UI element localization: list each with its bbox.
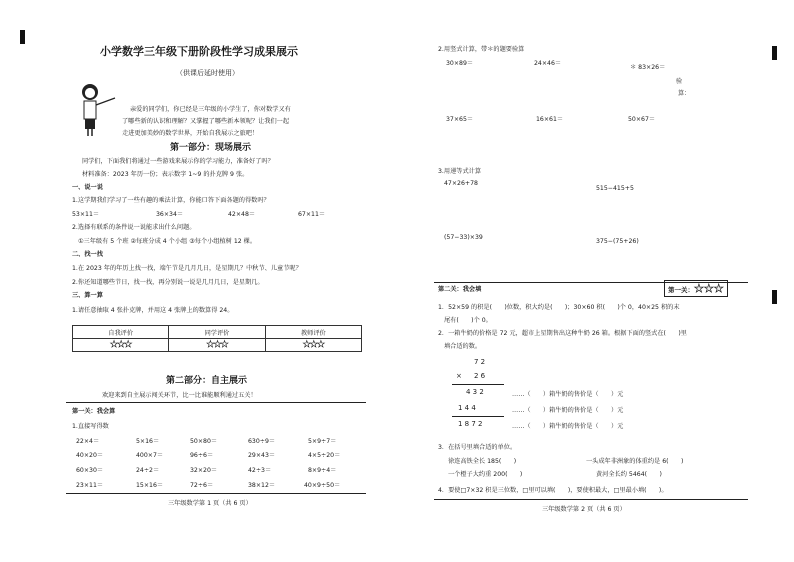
- vertical-calc-heading: 2.用竖式计算，带＊的题要验算: [438, 46, 525, 53]
- section-heading-calc: 三、算一算: [72, 292, 103, 299]
- vertical-item: 37×65＝: [446, 116, 474, 123]
- star-rating-teacher[interactable]: ★★★: [302, 340, 324, 350]
- page-footer: 三年级数学第 1 页（共 6 页）: [168, 500, 252, 507]
- oral-item: 5×9÷7＝: [308, 438, 337, 445]
- oral-item: 23×11＝: [76, 482, 104, 489]
- oral-item: 38×12＝: [248, 482, 276, 489]
- section-heading-say: 一、说一说: [72, 184, 103, 191]
- unit-item: 黄河全长约 5464( ): [596, 471, 662, 478]
- subtitle: （供课后延时使用）: [176, 69, 239, 77]
- oral-item: 96÷6＝: [190, 452, 214, 459]
- say-question-2: 2.选择有联系的条件说一说能求出什么问题。: [72, 224, 196, 231]
- eval-header-teacher: 教师评价: [265, 326, 361, 339]
- fill-question-2b: 填合适的数。: [444, 343, 482, 350]
- stepwise-item: 375−(75+26): [596, 238, 639, 245]
- unit-item: 徐连高铁全长 185( ): [448, 458, 517, 465]
- oral-item: 40×20＝: [76, 452, 104, 459]
- star-rating-self[interactable]: ★★★: [110, 340, 132, 350]
- fill-question-4: 4．要使□7×32 积是三位数，□里可以填( )，要使积最大，□里最小填( )。: [438, 487, 668, 494]
- oral-item: 400×7＝: [136, 452, 164, 459]
- oral-item: 630÷9＝: [248, 438, 276, 445]
- level-badge-label: 第一关：: [668, 286, 694, 294]
- page-footer: 三年级数学第 2 页（共 6 页）: [542, 506, 626, 513]
- fill-question-2a: 2．一箱牛奶的价格是 72 元，超市上星期售出这种牛奶 26 箱。根据下面的竖式在( )里: [438, 330, 687, 337]
- section-heading-find: 二、找一找: [72, 251, 103, 258]
- evaluation-table: [72, 325, 362, 352]
- fill-question-1b: 尾有( )个 0。: [444, 317, 492, 324]
- star-rating[interactable]: ★★★: [694, 282, 724, 295]
- mult-top: 7 2: [474, 358, 486, 366]
- page-left: [18, 18, 388, 528]
- level-badge: [664, 280, 728, 297]
- vertical-item: 50×67＝: [628, 116, 656, 123]
- intro-line-3: 走进更加美妙的数学世界，开始自我展示之旅吧！: [122, 130, 259, 137]
- say-question-1: 1.这学期我们学习了一些有趣的乘法计算，你能口答下面各题的得数吗？: [72, 197, 270, 204]
- eval-header-self: 自我评价: [73, 326, 169, 339]
- oral-item: 4×5÷20＝: [308, 452, 341, 459]
- oral-item: 22×4＝: [76, 438, 100, 445]
- mult-op: ×: [456, 372, 462, 380]
- say-item-1: 53×11＝: [72, 211, 100, 218]
- say-conditions: ①三年级有 5 个班 ②每班分成 4 个小组 ③每个小组植树 12 棵。: [78, 238, 257, 245]
- teacher-illustration: [70, 78, 118, 138]
- mult-multiplier: 2 6: [474, 372, 486, 380]
- oral-item: 8×9÷4＝: [308, 467, 337, 474]
- level1-question-1: 1.直接写得数: [72, 423, 109, 430]
- page-right: [402, 18, 782, 528]
- oral-item: 15×16＝: [136, 482, 164, 489]
- scan-mark: [20, 30, 25, 44]
- part1-intro: 同学们，下面我们将通过一些游戏来展示你的学习能力，准备好了吗？: [82, 158, 274, 165]
- say-item-3: 42×48＝: [228, 211, 256, 218]
- find-question-1: 1.在 2023 年的年历上找一找，端午节是几月几日，是星期几？中秋节、儿童节呢？: [72, 265, 302, 272]
- mult-line: [452, 384, 504, 385]
- scan-mark: [772, 290, 777, 304]
- oral-item: 72÷6＝: [190, 482, 214, 489]
- unit-item: 一个橙子大约重 200( ): [448, 471, 523, 478]
- page-title: 小学数学三年级下册阶段性学习成果展示: [100, 45, 298, 58]
- check-label: 算：: [678, 90, 691, 97]
- intro-line-1: 亲爱的同学们，你已经是三年级的小学生了，你对数学又有: [130, 106, 291, 113]
- oral-item: 40×9÷50＝: [304, 482, 341, 489]
- part1-heading: 第一部分：现场展示: [170, 143, 252, 153]
- footer-divider: [434, 499, 748, 500]
- oral-item: 42÷3＝: [248, 467, 272, 474]
- mult-note: ……（ ）箱牛奶的售价是（ ）元: [512, 423, 624, 430]
- mult-row: 1 4 4: [458, 404, 476, 412]
- fill-question-3: 3．在括号里填合适的单位。: [438, 444, 517, 451]
- say-item-2: 36×34＝: [156, 211, 184, 218]
- oral-item: 60×30＝: [76, 467, 104, 474]
- vertical-item-check: ＊ 83×26＝: [630, 64, 666, 71]
- fill-question-1a: 1．52×59 的积是( )位数，积大约是( )；30×60 积( )个 0，40×25 积的末: [438, 304, 680, 311]
- mult-note: ……（ ）箱牛奶的售价是（ ）元: [512, 407, 624, 414]
- stepwise-heading: 3.用递等式计算: [438, 168, 482, 175]
- scan-mark: [772, 46, 777, 60]
- part2-heading: 第二部分：自主展示: [166, 376, 248, 386]
- vertical-item: 30×89＝: [446, 60, 474, 67]
- oral-item: 50×80＝: [190, 438, 218, 445]
- say-item-4: 67×11＝: [298, 211, 326, 218]
- oral-item: 5×16＝: [136, 438, 160, 445]
- vertical-item: 16×61＝: [536, 116, 564, 123]
- level1-heading: 第一关：我会算: [72, 408, 116, 415]
- calc-question-1: 1.请任意抽取 4 张扑克牌，并用这 4 张牌上的数算得 24。: [72, 307, 234, 314]
- find-question-2: 2.你还知道哪些节日，找一找，再分别说一说是几月几日，是星期几。: [72, 279, 264, 286]
- footer-divider: [66, 493, 366, 494]
- materials: 材料准备：2023 年历一份；表示数字 1~9 的扑克牌 9 张。: [82, 171, 249, 178]
- stepwise-item: 515−415+5: [596, 185, 634, 192]
- level2-heading: 第二关：我会填: [438, 286, 482, 293]
- part2-intro: 欢迎来到自主展示闯关环节，比一比谁能顺利通过五关！: [102, 392, 257, 399]
- oral-item: 29×43＝: [248, 452, 276, 459]
- intro-line-2: 了哪些新的认识和理解？又掌握了哪些新本领呢？让我们一起: [122, 118, 290, 125]
- mult-note: ……（ ）箱牛奶的售价是（ ）元: [512, 391, 624, 398]
- star-rating-peer[interactable]: ★★★: [206, 340, 228, 350]
- unit-item: 一头成年非洲象的体重约是 6( ): [586, 458, 684, 465]
- oral-item: 24÷2＝: [136, 467, 160, 474]
- divider: [66, 402, 366, 403]
- mult-row: 4 3 2: [466, 388, 484, 396]
- oral-item: 32×20＝: [190, 467, 218, 474]
- mult-line: [452, 416, 504, 417]
- vertical-item: 24×46＝: [534, 60, 562, 67]
- stepwise-item: (57−33)×39: [444, 234, 483, 241]
- eval-header-peer: 同学评价: [169, 326, 265, 339]
- mult-row: 1 8 7 2: [458, 420, 483, 428]
- check-label: 验: [676, 78, 683, 85]
- stepwise-item: 47×26+78: [444, 180, 478, 187]
